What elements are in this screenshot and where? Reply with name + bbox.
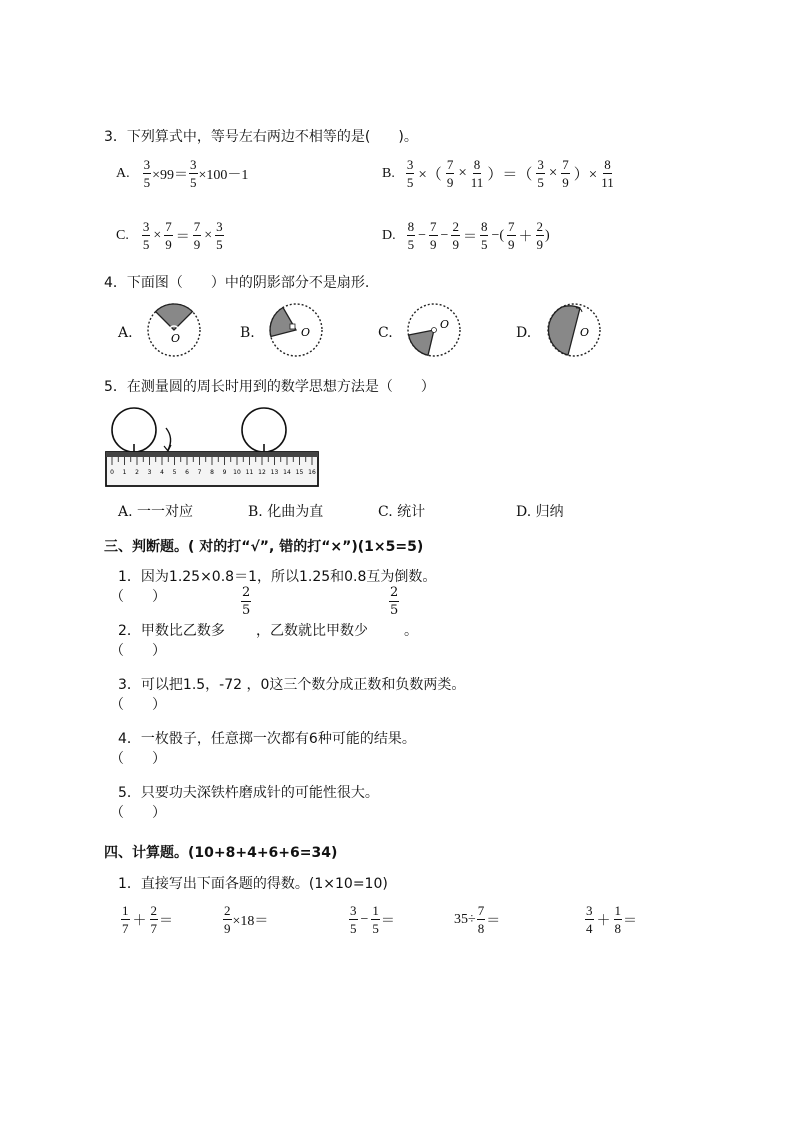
s3-item-4: 4．一枚骰子，任意掷一次都有6种可能的结果。 <box>118 731 416 747</box>
q3-option-c <box>116 220 225 251</box>
math-text: ×99＝ <box>152 167 189 183</box>
s3-item-3-blank[interactable]: （ ） <box>110 697 166 713</box>
frac-numerator: 1 <box>372 903 379 918</box>
fraction: $\frac{3}{5}$ <box>142 219 150 252</box>
q4-figure-a <box>146 302 202 358</box>
frac-denominator: 5 <box>242 603 251 618</box>
s3-item-4-blank[interactable]: （ ） <box>110 751 166 767</box>
s3-item-1-blank[interactable]: （ ） <box>110 589 166 605</box>
ruler-number: 7 <box>197 469 202 476</box>
center-o-label: O <box>301 326 311 339</box>
ruler-number: 0 <box>110 469 114 476</box>
section4-sub1: 1．直接写出下面各题的得数。(1×10=10) <box>118 876 388 892</box>
fraction: $\frac{2}{9}$ <box>452 219 459 252</box>
calc-expr-2 <box>222 904 268 935</box>
math-text: × <box>153 227 162 243</box>
ruler-number: 1 <box>122 469 127 476</box>
q5-option-a: A. 一一对应 <box>118 504 194 520</box>
math-text: − <box>440 227 449 243</box>
frac-denominator: 8 <box>614 921 621 936</box>
frac-denominator: 4 <box>586 921 593 936</box>
ruler-number: 14 <box>283 469 291 476</box>
q3-option-b <box>382 158 615 189</box>
fraction: $\frac{2}{9}$ <box>536 219 543 252</box>
calc-expr-4 <box>454 904 500 935</box>
q3-option-a <box>116 158 248 189</box>
s3-item-2-blank[interactable]: （ ） <box>110 643 166 659</box>
ruler-circle-figure <box>104 402 322 494</box>
s3-item-5-blank[interactable]: （ ） <box>110 805 166 821</box>
ruler-number: 16 <box>308 469 316 476</box>
q3-c-label: C. <box>116 227 129 243</box>
q3-a-label: A. <box>116 165 130 181</box>
s3-item-1: 1．因为1.25×0.8＝1，所以1.25和0.8互为倒数。 <box>118 569 437 585</box>
math-text: ＋ <box>596 913 611 929</box>
math-text: ＋ <box>132 913 147 929</box>
q5-option-c: C. 统计 <box>378 504 426 520</box>
q3-option-d <box>382 220 550 251</box>
q5-stem: 5．在测量圆的周长时用到的数学思想方法是（ ） <box>104 379 435 395</box>
ruler-number: 2 <box>135 469 139 476</box>
fraction: $\frac{7}{9}$ <box>446 157 454 190</box>
q5-option-d: D. 归纳 <box>516 504 564 520</box>
q3-stem: 3．下列算式中，等号左右两边不相等的是( )。 <box>104 129 418 145</box>
fraction: $\frac{7}{9}$ <box>562 157 569 190</box>
section4-title: 四、计算题。(10+8+4+6+6=34) <box>104 845 338 861</box>
fraction: $\frac{3}{5}$ <box>216 219 223 252</box>
math-text: ）＝（ <box>487 167 533 183</box>
frac-numerator: 7 <box>477 903 485 918</box>
calc-expr-1 <box>120 904 173 935</box>
q4-figure-c <box>406 302 462 358</box>
frac-denominator: 5 <box>390 603 399 618</box>
math-text: −( <box>491 227 504 243</box>
fraction: $\frac{7}{9}$ <box>165 219 172 252</box>
q4-option-c-label: C. <box>378 325 393 341</box>
s3-item-2-text-a: 2．甲数比乙数多 <box>118 623 225 639</box>
frac-numerator: 1 <box>122 903 129 918</box>
math-text: ＝ <box>462 229 477 245</box>
math-text: ＝ <box>175 229 190 245</box>
center-o-label: O <box>440 318 450 331</box>
frac-numerator: 2 <box>224 903 231 918</box>
math-text: − <box>418 227 427 243</box>
fraction: $\frac{8}{5}$ <box>480 219 488 252</box>
math-text: 35÷ <box>454 911 476 927</box>
math-text: ＝ <box>159 913 173 929</box>
ruler-number: 9 <box>222 469 227 476</box>
fraction: $\frac{8}{11}$ <box>470 157 484 190</box>
frac-numerator: 3 <box>350 903 357 918</box>
fraction: $\frac{3}{5}$ <box>143 157 151 190</box>
math-text: ＝ <box>623 913 637 929</box>
frac-denominator: 5 <box>350 921 357 936</box>
fraction: $\frac{3}{5}$ <box>406 157 414 190</box>
math-text: ＋ <box>518 229 533 245</box>
frac-numerator: 2 <box>150 903 157 918</box>
math-text: ）× <box>573 167 598 183</box>
calc-expr-3 <box>348 904 395 935</box>
ruler-number: 13 <box>270 469 279 476</box>
fraction: $\frac{8}{5}$ <box>407 219 415 252</box>
frac-denominator: 7 <box>150 921 157 936</box>
fraction: $\frac{7}{9}$ <box>193 219 201 252</box>
ruler-number: 10 <box>233 469 241 476</box>
frac-numerator: 2 <box>390 585 399 600</box>
frac-denominator: 5 <box>372 921 379 936</box>
calc-expr-5 <box>584 904 637 935</box>
q3-d-label: D. <box>382 227 396 243</box>
math-text: ＝ <box>486 913 501 929</box>
fraction: $\frac{3}{5}$ <box>190 157 197 190</box>
ruler-number: 12 <box>258 469 266 476</box>
s3-item-5: 5．只要功夫深铁杵磨成针的可能性很大。 <box>118 785 379 801</box>
fraction <box>388 586 400 617</box>
math-text: × <box>548 165 558 181</box>
q4-figure-d <box>544 302 602 358</box>
math-text: × <box>458 165 467 181</box>
math-text: − <box>360 911 369 927</box>
frac-numerator: 2 <box>242 585 251 600</box>
math-text: ×（ <box>418 167 442 183</box>
math-text: ) <box>545 227 550 243</box>
q3-b-label: B. <box>382 165 395 181</box>
frac-numerator: 3 <box>586 903 593 918</box>
frac-numerator: 1 <box>614 903 621 918</box>
ruler-number: 15 <box>295 469 304 476</box>
ruler-number: 11 <box>245 469 254 476</box>
fraction: $\frac{8}{11}$ <box>601 157 614 190</box>
q4-option-a-label: A. <box>118 325 133 341</box>
fraction: $\frac{7}{9}$ <box>430 219 437 252</box>
math-text: ×18＝ <box>232 913 269 929</box>
fraction: $\frac{7}{9}$ <box>508 219 515 252</box>
math-text: ×100－1 <box>198 167 249 183</box>
ruler-number: 4 <box>160 469 164 476</box>
s3-item-2-text-c: 。 <box>404 623 418 639</box>
q4-figure-b <box>268 302 324 358</box>
math-text: × <box>204 227 213 243</box>
frac-denominator: 9 <box>224 921 231 936</box>
frac-denominator: 8 <box>477 921 485 936</box>
center-o-label: O <box>171 332 181 345</box>
q4-option-b-label: B. <box>240 325 255 341</box>
fraction <box>240 586 252 617</box>
fraction: $\frac{3}{5}$ <box>537 157 544 190</box>
ruler-number: 8 <box>210 469 214 476</box>
ruler-number: 6 <box>185 469 189 476</box>
frac-denominator: 7 <box>122 921 129 936</box>
q5-option-b: B. 化曲为直 <box>248 504 324 520</box>
center-o-label: O <box>580 326 590 339</box>
math-text: ＝ <box>380 913 395 929</box>
q4-stem: 4．下面图（ ）中的阴影部分不是扇形. <box>104 275 370 291</box>
s3-item-2-text-b: ，乙数就比甲数少 <box>256 623 368 639</box>
q4-option-d-label: D. <box>516 325 532 341</box>
ruler-number: 5 <box>172 469 177 476</box>
s3-item-3: 3．可以把1.5，-72 ，0这三个数分成正数和负数两类。 <box>118 677 466 693</box>
ruler-number: 3 <box>147 469 152 476</box>
section3-title: 三、判断题。( 对的打“√”, 错的打“×”)(1×5=5) <box>104 539 424 555</box>
